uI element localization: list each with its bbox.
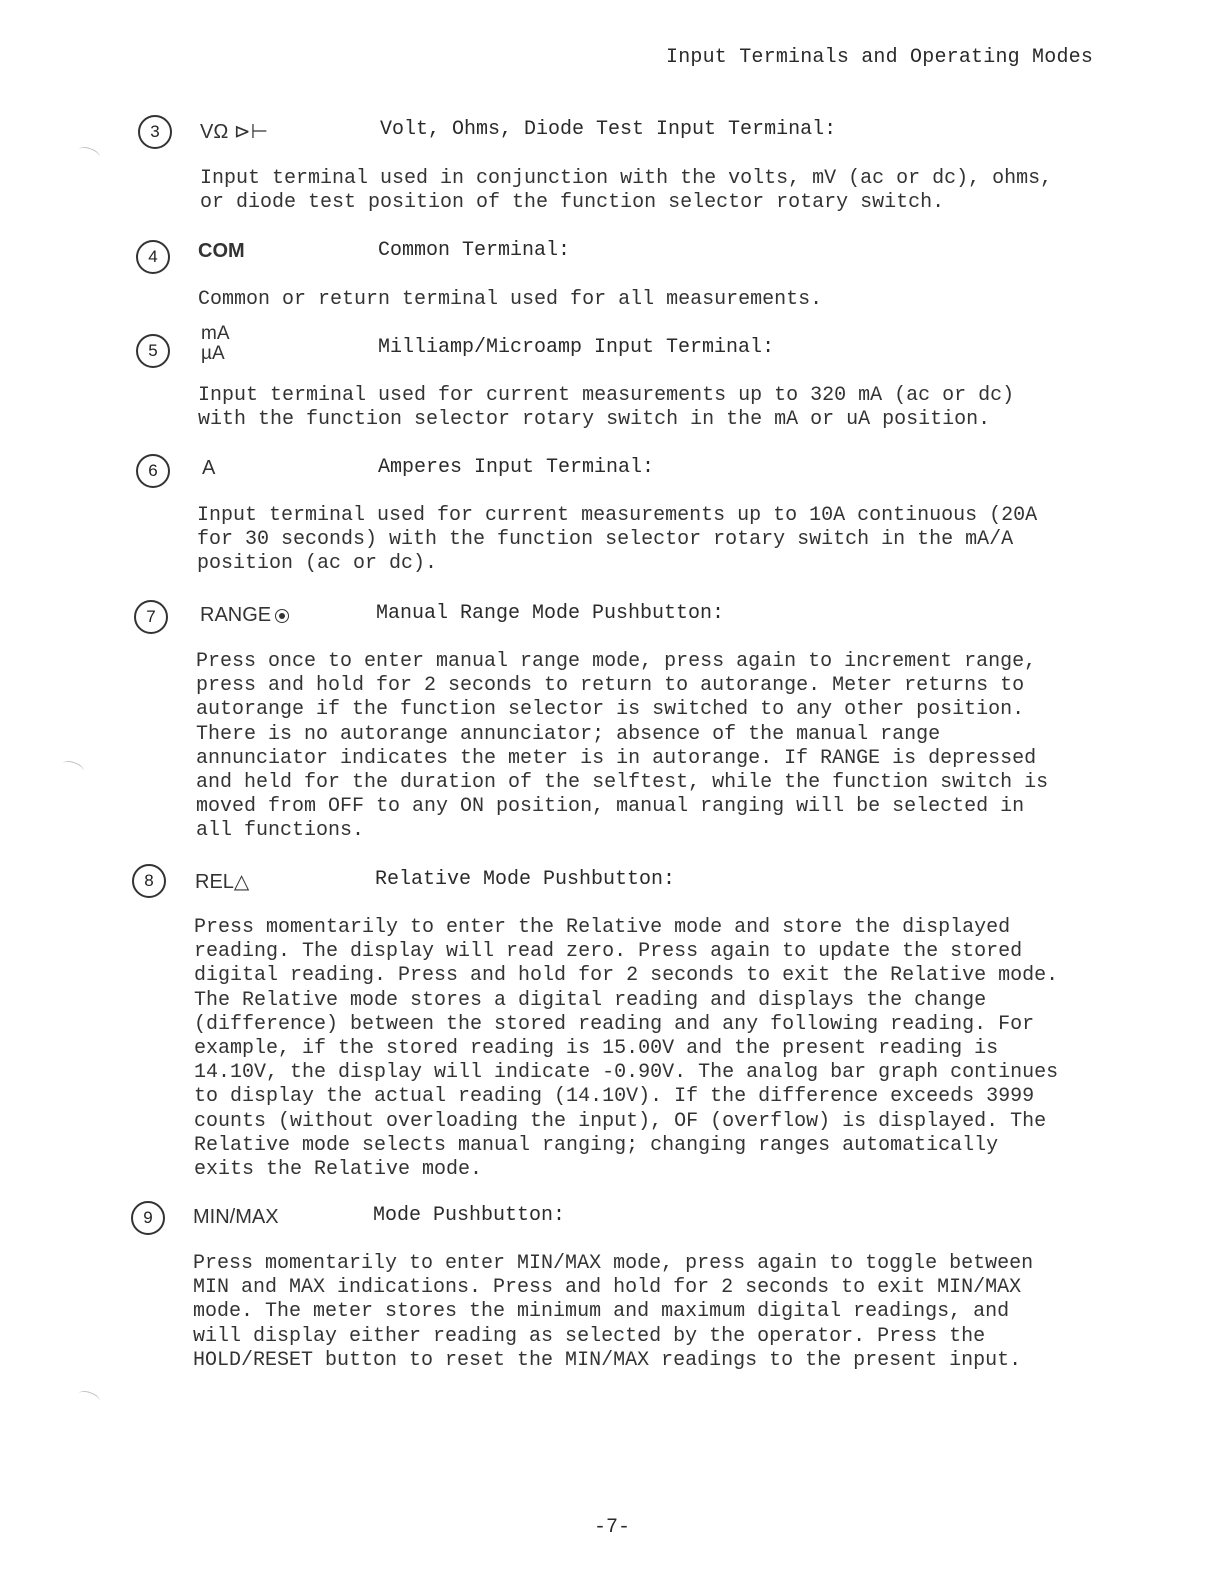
item-number: 8 bbox=[132, 864, 166, 898]
section-title: Volt, Ohms, Diode Test Input Terminal: bbox=[380, 118, 837, 141]
section-title: Common Terminal: bbox=[378, 239, 571, 262]
section-title: Relative Mode Pushbutton: bbox=[375, 868, 676, 891]
scan-mark bbox=[61, 759, 85, 777]
section-body: Common or return terminal used for all measurements. bbox=[198, 288, 823, 311]
item-number: 9 bbox=[131, 1201, 165, 1235]
scan-mark bbox=[77, 1389, 101, 1407]
section-title: Manual Range Mode Pushbutton: bbox=[376, 602, 725, 625]
com-symbol: COM bbox=[198, 240, 245, 262]
page-header: Input Terminals and Operating Modes bbox=[666, 46, 1094, 69]
section-title: Amperes Input Terminal: bbox=[378, 456, 655, 479]
section-body: Input terminal used for current measurements up to 320 mA (ac or dc) with the function selector rotary switch in the mA or uA position. bbox=[198, 384, 1015, 432]
section-body: Input terminal used in conjunction with the volts, mV (ac or dc), ohms, or diode test position of the function selector rotary switch. bbox=[200, 167, 1053, 215]
item-number: 7 bbox=[134, 600, 168, 634]
amperes-symbol: A bbox=[202, 457, 216, 479]
item-number: 6 bbox=[136, 454, 170, 488]
range-button-icon bbox=[275, 609, 289, 623]
ma-ua-symbol: mA µA bbox=[201, 323, 230, 364]
section-body: Press once to enter manual range mode, press again to increment range, press and hold for 2 seconds to return to autorange. Meter returns to autorange if the function selector is switched to any other position. There is no autorange annunciator; absence of the manual range annunciator indicates the meter is in autorange. If RANGE is depressed and held for the duration of the selftest, while the function switch is moved from OFF to any ON position, manual ranging will be selected in all functions. bbox=[196, 650, 1049, 843]
item-number: 3 bbox=[138, 115, 172, 149]
section-title: Milliamp/Microamp Input Terminal: bbox=[378, 336, 775, 359]
min-max-symbol: MIN/MAX bbox=[193, 1206, 279, 1228]
range-symbol: RANGE bbox=[200, 604, 289, 627]
section-body: Press momentarily to enter the Relative mode and store the displayed reading. The display will read zero. Press again to update the stored digital reading. Press and hold for 2 seconds to exit the Relative mode. The Relative mode stores a digital reading and displays the change (difference) between the stored reading and any following reading. For example, if the stored reading is 15.00V and the present reading is 14.10V, the display will indicate -0.90V. The analog bar graph continues to display the actual reading (14.10V). If the difference exceeds 3999 counts (without overloading the input), OF (overflow) is displayed. The Relative mode selects manual ranging; changing ranges automatically exits the Relative mode. bbox=[194, 916, 1059, 1182]
section-title: Mode Pushbutton: bbox=[373, 1204, 566, 1227]
section-body: Press momentarily to enter MIN/MAX mode, press again to toggle between MIN and MAX indications. Press and hold for 2 seconds to exit MIN/MAX mode. The meter stores the minimum and maximum digital readings, and will display either reading as selected by the operator. Press the HOLD/RESET button to reset the MIN/MAX readings to the present input. bbox=[193, 1252, 1034, 1372]
page-number: -7- bbox=[594, 1516, 631, 1539]
volt-ohm-diode-symbol: VΩ ⊳⊢ bbox=[200, 121, 269, 143]
scan-mark bbox=[77, 145, 101, 163]
relative-symbol: REL△ bbox=[195, 871, 250, 893]
item-number: 4 bbox=[136, 240, 170, 274]
item-number: 5 bbox=[136, 334, 170, 368]
section-body: Input terminal used for current measurements up to 10A continuous (20A for 30 seconds) with the function selector rotary switch in the mA/A position (ac or dc). bbox=[197, 504, 1038, 576]
